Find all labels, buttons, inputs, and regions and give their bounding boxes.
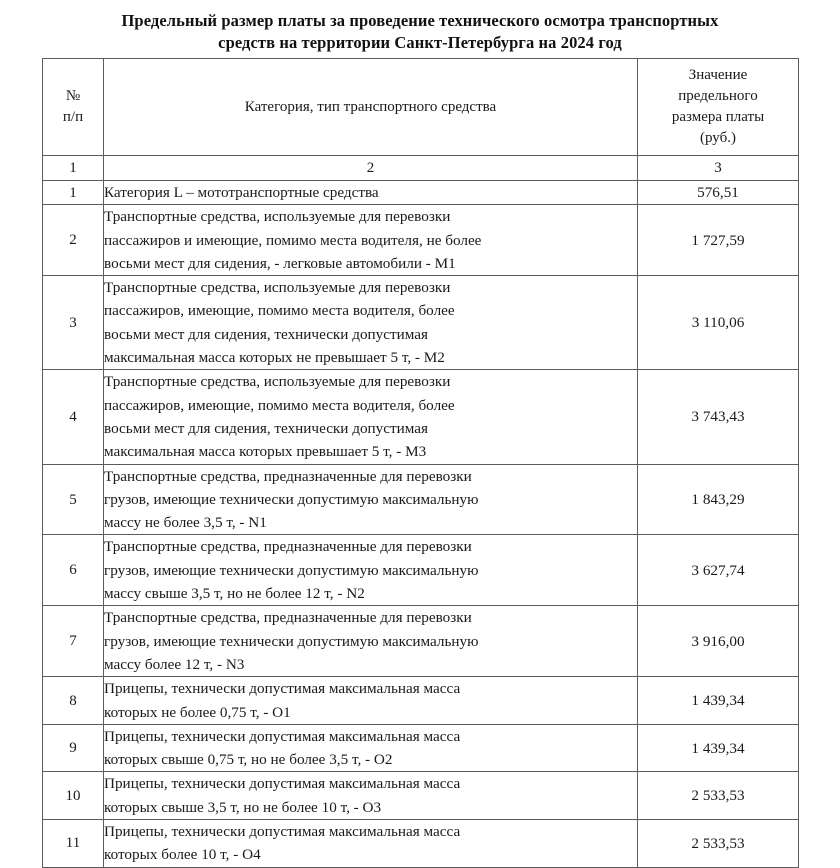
row-description	[104, 370, 638, 464]
rate-table	[42, 58, 799, 868]
row-description	[104, 535, 638, 606]
column-header-value-line-4: (руб.)	[700, 130, 736, 146]
row-description-line: которых свыше 0,75 т, но не более 3,5 т, - О2	[104, 751, 393, 769]
table-row	[43, 677, 799, 725]
column-header-value	[638, 59, 799, 156]
table-row	[43, 464, 799, 535]
row-description-line: Транспортные средства, используемые для перевозки	[104, 373, 451, 391]
table-row	[43, 820, 799, 868]
table-row	[43, 606, 799, 677]
row-value: 1 439,34	[638, 724, 799, 772]
column-header-value-line-1: Значение	[688, 67, 748, 83]
row-description-line: Прицепы, технически допустимая максимальная масса	[104, 823, 461, 841]
column-header-number-line-2: п/п	[62, 109, 84, 125]
row-description	[104, 276, 638, 370]
row-description-line: массу не более 3,5 т, - N1	[104, 514, 267, 532]
row-description-line: максимальная масса которых превышает 5 т, - М3	[104, 443, 427, 461]
row-value: 3 110,06	[638, 276, 799, 370]
table-row	[43, 772, 799, 820]
column-header-number-line-1: №	[65, 88, 81, 104]
row-value: 2 533,53	[638, 820, 799, 868]
row-description-line: Категория L – мототранспортные средства	[104, 184, 379, 201]
table-row	[43, 276, 799, 370]
column-number-1: 1	[43, 156, 104, 181]
row-value: 576,51	[638, 181, 799, 205]
row-value: 3 743,43	[638, 370, 799, 464]
row-number: 7	[43, 606, 104, 677]
row-description-line: Прицепы, технически допустимая максимальная масса	[104, 680, 461, 698]
row-description-line: максимальная масса которых не превышает 5 т, - М2	[104, 349, 445, 367]
row-description-line: Транспортные средства, предназначенные для перевозки	[104, 538, 472, 556]
row-description-line: которых свыше 3,5 т, но не более 10 т, - О3	[104, 798, 382, 816]
row-number: 9	[43, 724, 104, 772]
row-number: 6	[43, 535, 104, 606]
row-description-line: пассажиров, имеющие, помимо места водителя, более	[104, 302, 455, 320]
row-description-line: которых не более 0,75 т, - О1	[104, 703, 291, 721]
row-description-line: массу более 12 т, - N3	[104, 655, 245, 673]
row-number: 4	[43, 370, 104, 464]
row-description-line: грузов, имеющие технически допустимую максимальную	[104, 561, 479, 579]
row-description-line: пассажиров и имеющие, помимо места водителя, не более	[104, 231, 482, 249]
row-description	[104, 606, 638, 677]
table-row	[43, 181, 799, 205]
row-description	[104, 677, 638, 725]
row-description	[104, 205, 638, 276]
row-description-line: восьми мест для сидения, технически допустимая	[104, 419, 429, 437]
page-title-line-2: средств на территории Санкт-Петербурга на 2024 год	[218, 33, 622, 52]
row-description-line: Прицепы, технически допустимая максимальная масса	[104, 775, 461, 793]
row-value: 3 916,00	[638, 606, 799, 677]
row-description	[104, 772, 638, 820]
table-row	[43, 724, 799, 772]
rate-table-container	[42, 58, 798, 868]
table-row	[43, 370, 799, 464]
row-number: 2	[43, 205, 104, 276]
row-value: 1 727,59	[638, 205, 799, 276]
row-number: 8	[43, 677, 104, 725]
row-value: 1 843,29	[638, 464, 799, 535]
page-title-line-1: Предельный размер платы за проведение технического осмотра транспортных	[121, 11, 719, 30]
column-header-number	[43, 59, 104, 156]
row-description-line: Транспортные средства, используемые для перевозки	[104, 208, 451, 226]
row-value: 3 627,74	[638, 535, 799, 606]
column-header-value-line-2: предельного	[678, 88, 758, 104]
row-description-line: которых более 10 т, - О4	[104, 846, 261, 864]
page-title	[70, 10, 770, 54]
table-header-row	[43, 59, 799, 156]
row-number: 3	[43, 276, 104, 370]
row-description-line: восьми мест для сидения, - легковые автомобили - М1	[104, 254, 456, 272]
table-header	[43, 59, 799, 181]
table-row	[43, 535, 799, 606]
row-description-line: массу свыше 3,5 т, но не более 12 т, - N2	[104, 585, 365, 603]
table-row	[43, 205, 799, 276]
row-number: 5	[43, 464, 104, 535]
row-number: 10	[43, 772, 104, 820]
row-description-line: пассажиров, имеющие, помимо места водителя, более	[104, 396, 455, 414]
row-description-line: восьми мест для сидения, технически допустимая	[104, 325, 429, 343]
row-description	[104, 820, 638, 868]
column-number-2: 2	[104, 156, 638, 181]
row-description	[104, 724, 638, 772]
row-description-line: грузов, имеющие технически допустимую максимальную	[104, 632, 479, 650]
column-header-description: Категория, тип транспортного средства	[104, 59, 638, 156]
row-value: 1 439,34	[638, 677, 799, 725]
row-description	[104, 181, 638, 205]
column-number-3: 3	[638, 156, 799, 181]
row-description-line: Транспортные средства, предназначенные для перевозки	[104, 467, 472, 485]
row-description-line: Транспортные средства, предназначенные для перевозки	[104, 609, 472, 627]
row-number: 1	[43, 181, 104, 205]
column-header-value-line-3: размера платы	[671, 109, 765, 125]
row-description	[104, 464, 638, 535]
row-number: 11	[43, 820, 104, 868]
table-body	[43, 181, 799, 868]
row-description-line: грузов, имеющие технически допустимую максимальную	[104, 490, 479, 508]
row-description-line: Транспортные средства, используемые для перевозки	[104, 279, 451, 297]
row-description-line: Прицепы, технически допустимая максимальная масса	[104, 727, 461, 745]
row-value: 2 533,53	[638, 772, 799, 820]
column-number-row	[43, 156, 799, 181]
